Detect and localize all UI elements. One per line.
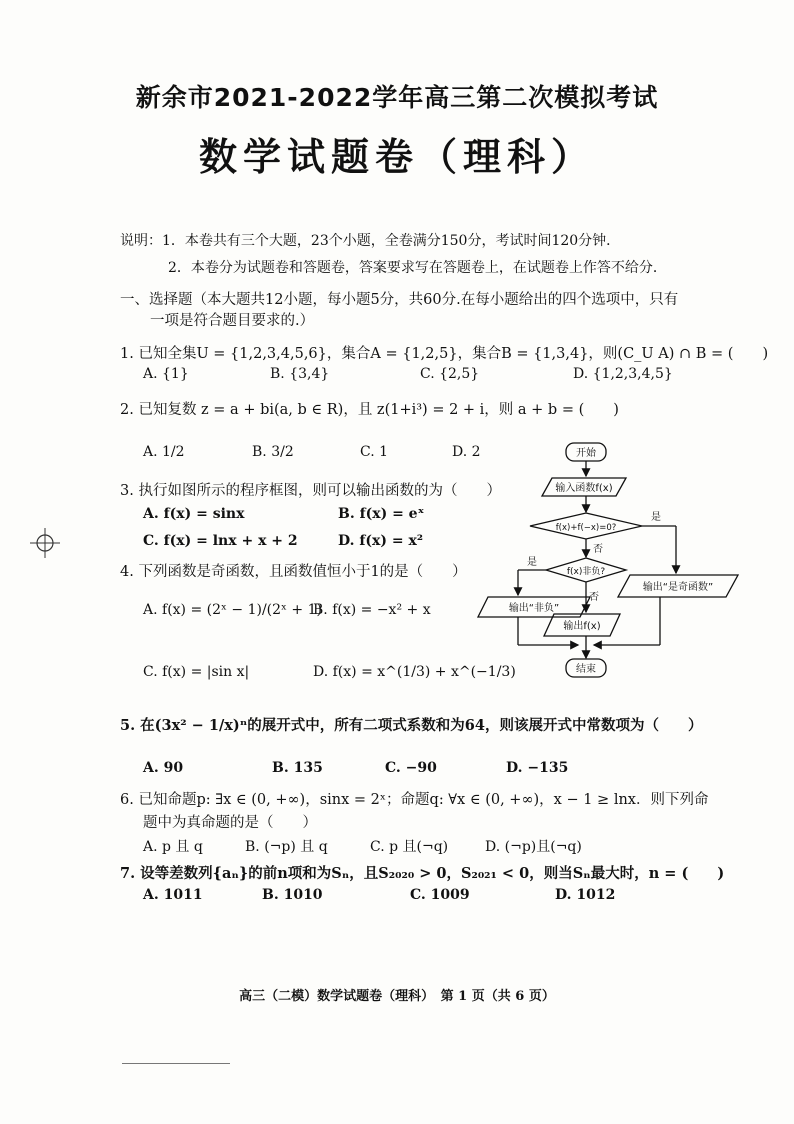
q7-option-c: C. 1009 [410, 887, 470, 903]
q2-option-c: C. 1 [360, 444, 389, 460]
flow-no1-label: 否 [593, 544, 603, 555]
q6-option-a: A. p 且 q [143, 839, 203, 855]
q1-option-b: B. {3,4} [270, 366, 330, 382]
instruction-1: 说明：1．本卷共有三个大题，23个小题，全卷满分150分，考试时间120分钟． [120, 233, 621, 249]
q2-option-b: B. 3/2 [252, 444, 294, 460]
q7-option-d: D. 1012 [555, 887, 616, 903]
instruction-2: 2．本卷分为试题卷和答题卷，答案要求写在答题卷上，在试题卷上作答不给分． [168, 260, 667, 276]
section-heading-line1: 一、选择题（本大题共12小题，每小题5分，共60分.在每小题给出的四个选项中，只有 [120, 292, 679, 308]
question-6-stem-line1: 6. 已知命题p: ∃x ∈ (0, +∞)，sinx = 2ˣ；命题q: ∀x ∈ (0, +∞)，x − 1 ≥ lnx．则下列命 [120, 792, 709, 808]
q5-option-b: B. 135 [272, 760, 323, 776]
q5-option-c: C. −90 [385, 760, 437, 776]
page-footer: 高三（二模）数学试题卷（理科） 第 1 页（共 6 页） [239, 989, 555, 1004]
program-flowchart [470, 440, 750, 680]
q6-option-b: B. (¬p) 且 q [245, 839, 328, 855]
q1-option-d: D. {1,2,3,4,5} [573, 366, 673, 382]
footer-rule-divider [122, 1063, 230, 1064]
q7-option-b: B. 1010 [262, 887, 323, 903]
q1-option-a: A. {1} [143, 366, 189, 382]
q3-option-a: A. f(x) = sinx [143, 506, 245, 522]
flow-cond2-label: f(x)非负? [566, 567, 606, 577]
q3-option-c: C. f(x) = lnx + x + 2 [143, 533, 298, 549]
question-5-stem: 5. 在(3x² − 1/x)ⁿ的展开式中，所有二项式系数和为64，则该展开式中常数项为（ ） [120, 717, 703, 734]
q3-option-d: D. f(x) = x² [338, 533, 423, 549]
q3-option-b: B. f(x) = eˣ [338, 506, 425, 522]
q4-option-a: A. f(x) = (2ˣ − 1)/(2ˣ + 1) [143, 602, 322, 618]
q5-option-a: A. 90 [143, 760, 184, 776]
q4-option-c: C. f(x) = |sin x| [143, 664, 250, 680]
flow-end-label: 结束 [576, 664, 596, 675]
exam-title: 新余市2021-2022学年高三第二次模拟考试 [135, 83, 659, 112]
q2-option-a: A. 1/2 [143, 444, 185, 460]
q7-option-a: A. 1011 [143, 887, 203, 903]
question-7-stem: 7. 设等差数列{aₙ}的前n项和为Sₙ，且S₂₀₂₀ > 0，S₂₀₂₁ < 0，则当Sₙ最大时，n = ( ) [120, 865, 725, 882]
q4-option-d: D. f(x) = x^(1/3) + x^(−1/3) [313, 664, 516, 680]
question-1-stem: 1. 已知全集U = {1,2,3,4,5,6}，集合A = {1,2,5}，集合B = {1,3,4}，则(C_U A) ∩ B = ( ) [120, 346, 769, 362]
flow-cond1-label: f(x)+f(−x)=0? [555, 523, 617, 533]
exam-subtitle: 数学试题卷（理科） [198, 135, 595, 179]
flow-output-odd-label: 输出“是奇函数” [642, 582, 714, 593]
q5-option-d: D. −135 [506, 760, 569, 776]
flow-no2-label: 否 [589, 592, 599, 603]
question-6-stem-line2: 题中为真命题的是（ ） [143, 815, 317, 831]
q4-option-b: B. f(x) = −x² + x [313, 602, 431, 618]
flow-yes2-label: 是 [527, 557, 537, 568]
flow-output-f-label: 输出f(x) [563, 621, 601, 632]
question-2-stem: 2. 已知复数 z = a + bi(a, b ∈ R)，且 z(1+i³) = 2 + i，则 a + b = ( ) [120, 402, 619, 418]
question-3-stem: 3. 执行如图所示的程序框图，则可以输出函数的为（ ） [120, 483, 501, 499]
q6-option-d: D. (¬p)且(¬q) [485, 839, 582, 855]
flow-output-nonneg-label: 输出“非负” [508, 603, 560, 614]
flow-input-label: 输入函数f(x) [555, 483, 613, 494]
question-4-stem: 4. 下列函数是奇函数，且函数值恒小于1的是（ ） [120, 564, 467, 580]
q6-option-c: C. p 且(¬q) [370, 839, 449, 855]
q1-option-c: C. {2,5} [420, 366, 480, 382]
section-heading-line2: 一项是符合题目要求的.） [150, 313, 315, 329]
flow-yes1-label: 是 [651, 512, 661, 523]
q2-option-d: D. 2 [452, 444, 481, 460]
crosshair-registration-icon [30, 528, 60, 558]
flow-start-label: 开始 [576, 448, 596, 459]
